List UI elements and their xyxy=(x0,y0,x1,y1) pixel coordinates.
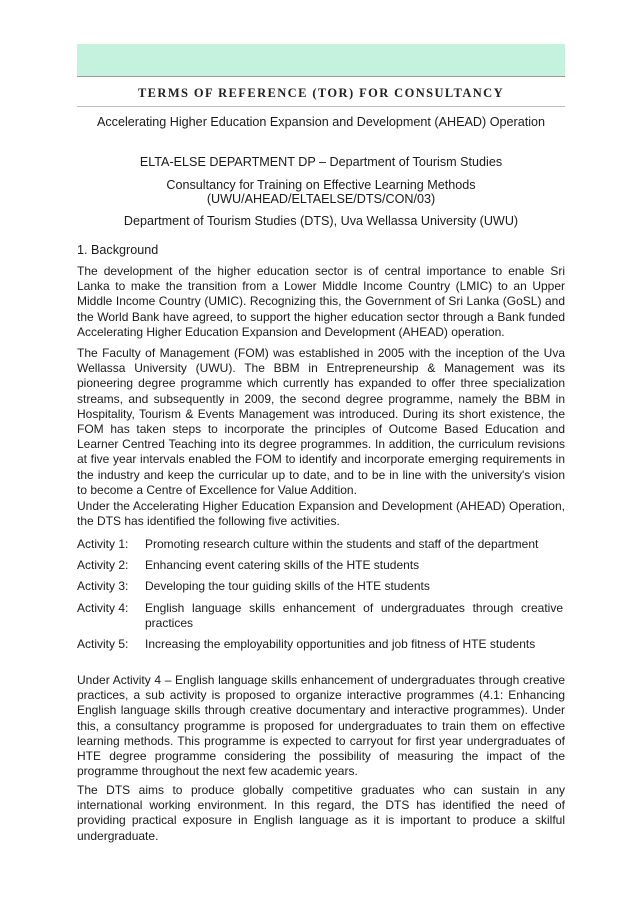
activity-text: Increasing the employability opportunities and job fitness of HTE students xyxy=(145,637,536,651)
section-heading-background: 1. Background xyxy=(77,243,159,257)
activity-label: Activity 5: xyxy=(77,637,129,651)
activity-label: Activity 2: xyxy=(77,558,129,572)
activity-text: Promoting research culture within the students and staff of the department xyxy=(145,537,539,551)
activity-label: Activity 1: xyxy=(77,537,129,551)
background-paragraph-3: Under the Accelerating Higher Education Expansion and Development (AHEAD) Operation, the DTS has identified the following five activities. xyxy=(77,499,565,529)
activity-text: English language skills enhancement of undergraduates through creative practices xyxy=(145,601,563,630)
header-divider-top xyxy=(77,76,565,77)
document-title: TERMS OF REFERENCE (TOR) FOR CONSULTANCY xyxy=(137,86,505,100)
background-paragraph-1: The development of the higher education sector is of central importance to enable Sri Lanka to make the transition from a Lower Middle Income Country (LMIC) to an Upper Middle Income Country (UMIC). Recognizing this, the Government of Sri Lanka (GoSL) and the World Bank have agreed, to support the higher education sector through a Bank funded Accelerating Higher Education Expansion and Development (AHEAD) operation. xyxy=(77,264,565,339)
department-line: ELTA-ELSE DEPARTMENT DP – Department of Tourism Studies xyxy=(139,155,503,169)
consultancy-title: Consultancy for Training on Effective Learning Methods xyxy=(166,178,476,192)
activity-label: Activity 3: xyxy=(77,579,129,593)
background-paragraph-5: The DTS aims to produce globally competitive graduates who can sustain in any international working environment. In this regard, the DTS has identified the need of providing practical exposure in English language as it is important to produce a skilful undergraduate. xyxy=(77,783,565,843)
activity-label: Activity 4: xyxy=(77,601,129,615)
header-divider-bottom xyxy=(77,106,565,107)
activity-text: Enhancing event catering skills of the HTE students xyxy=(145,558,420,572)
department-university: Department of Tourism Studies (DTS), Uva Wellassa University (UWU) xyxy=(123,214,519,228)
activity-text: Developing the tour guiding skills of the HTE students xyxy=(145,579,430,593)
operation-name: Accelerating Higher Education Expansion and Development (AHEAD) Operation xyxy=(96,115,546,129)
header-band xyxy=(77,44,565,76)
background-paragraph-2: The Faculty of Management (FOM) was established in 2005 with the inception of the Uva Wellassa University (UWU). The BBM in Entrepreneurship & Management was its pioneering degree programme which currently has expanded to offer three specialization streams, and subsequently in 2009, the second degree programme, namely the BBM in Hospitality, Tourism & Events Management was introduced. During its short existence, the FOM has taken steps to incorporate the principles of Outcome Based Education and Learner Centred Teaching into its degree programmes. In addition, the curriculum revisions at five year intervals enabled the FOM to identify and incorporate emerging requirements in the industry and keep the curricular up to date, and to be in line with the university's vision to become a Centre of Excellence for Value Addition. xyxy=(77,346,565,497)
background-paragraph-4: Under Activity 4 – English language skills enhancement of undergraduates through creative practices, a sub activity is proposed to organize interactive programmes (4.1: Enhancing English language skills through creative documentary and interactive programmes). Under this, a consultancy programme is proposed for undergraduates to train them on effective learning methods. This programme is expected to carryout for first year undergraduates of HTE degree programme considering the possibility of measuring the impact of the programme throughout the next few academic years. xyxy=(77,673,565,779)
reference-code: (UWU/AHEAD/ELTAELSE/DTS/CON/03) xyxy=(206,192,436,206)
